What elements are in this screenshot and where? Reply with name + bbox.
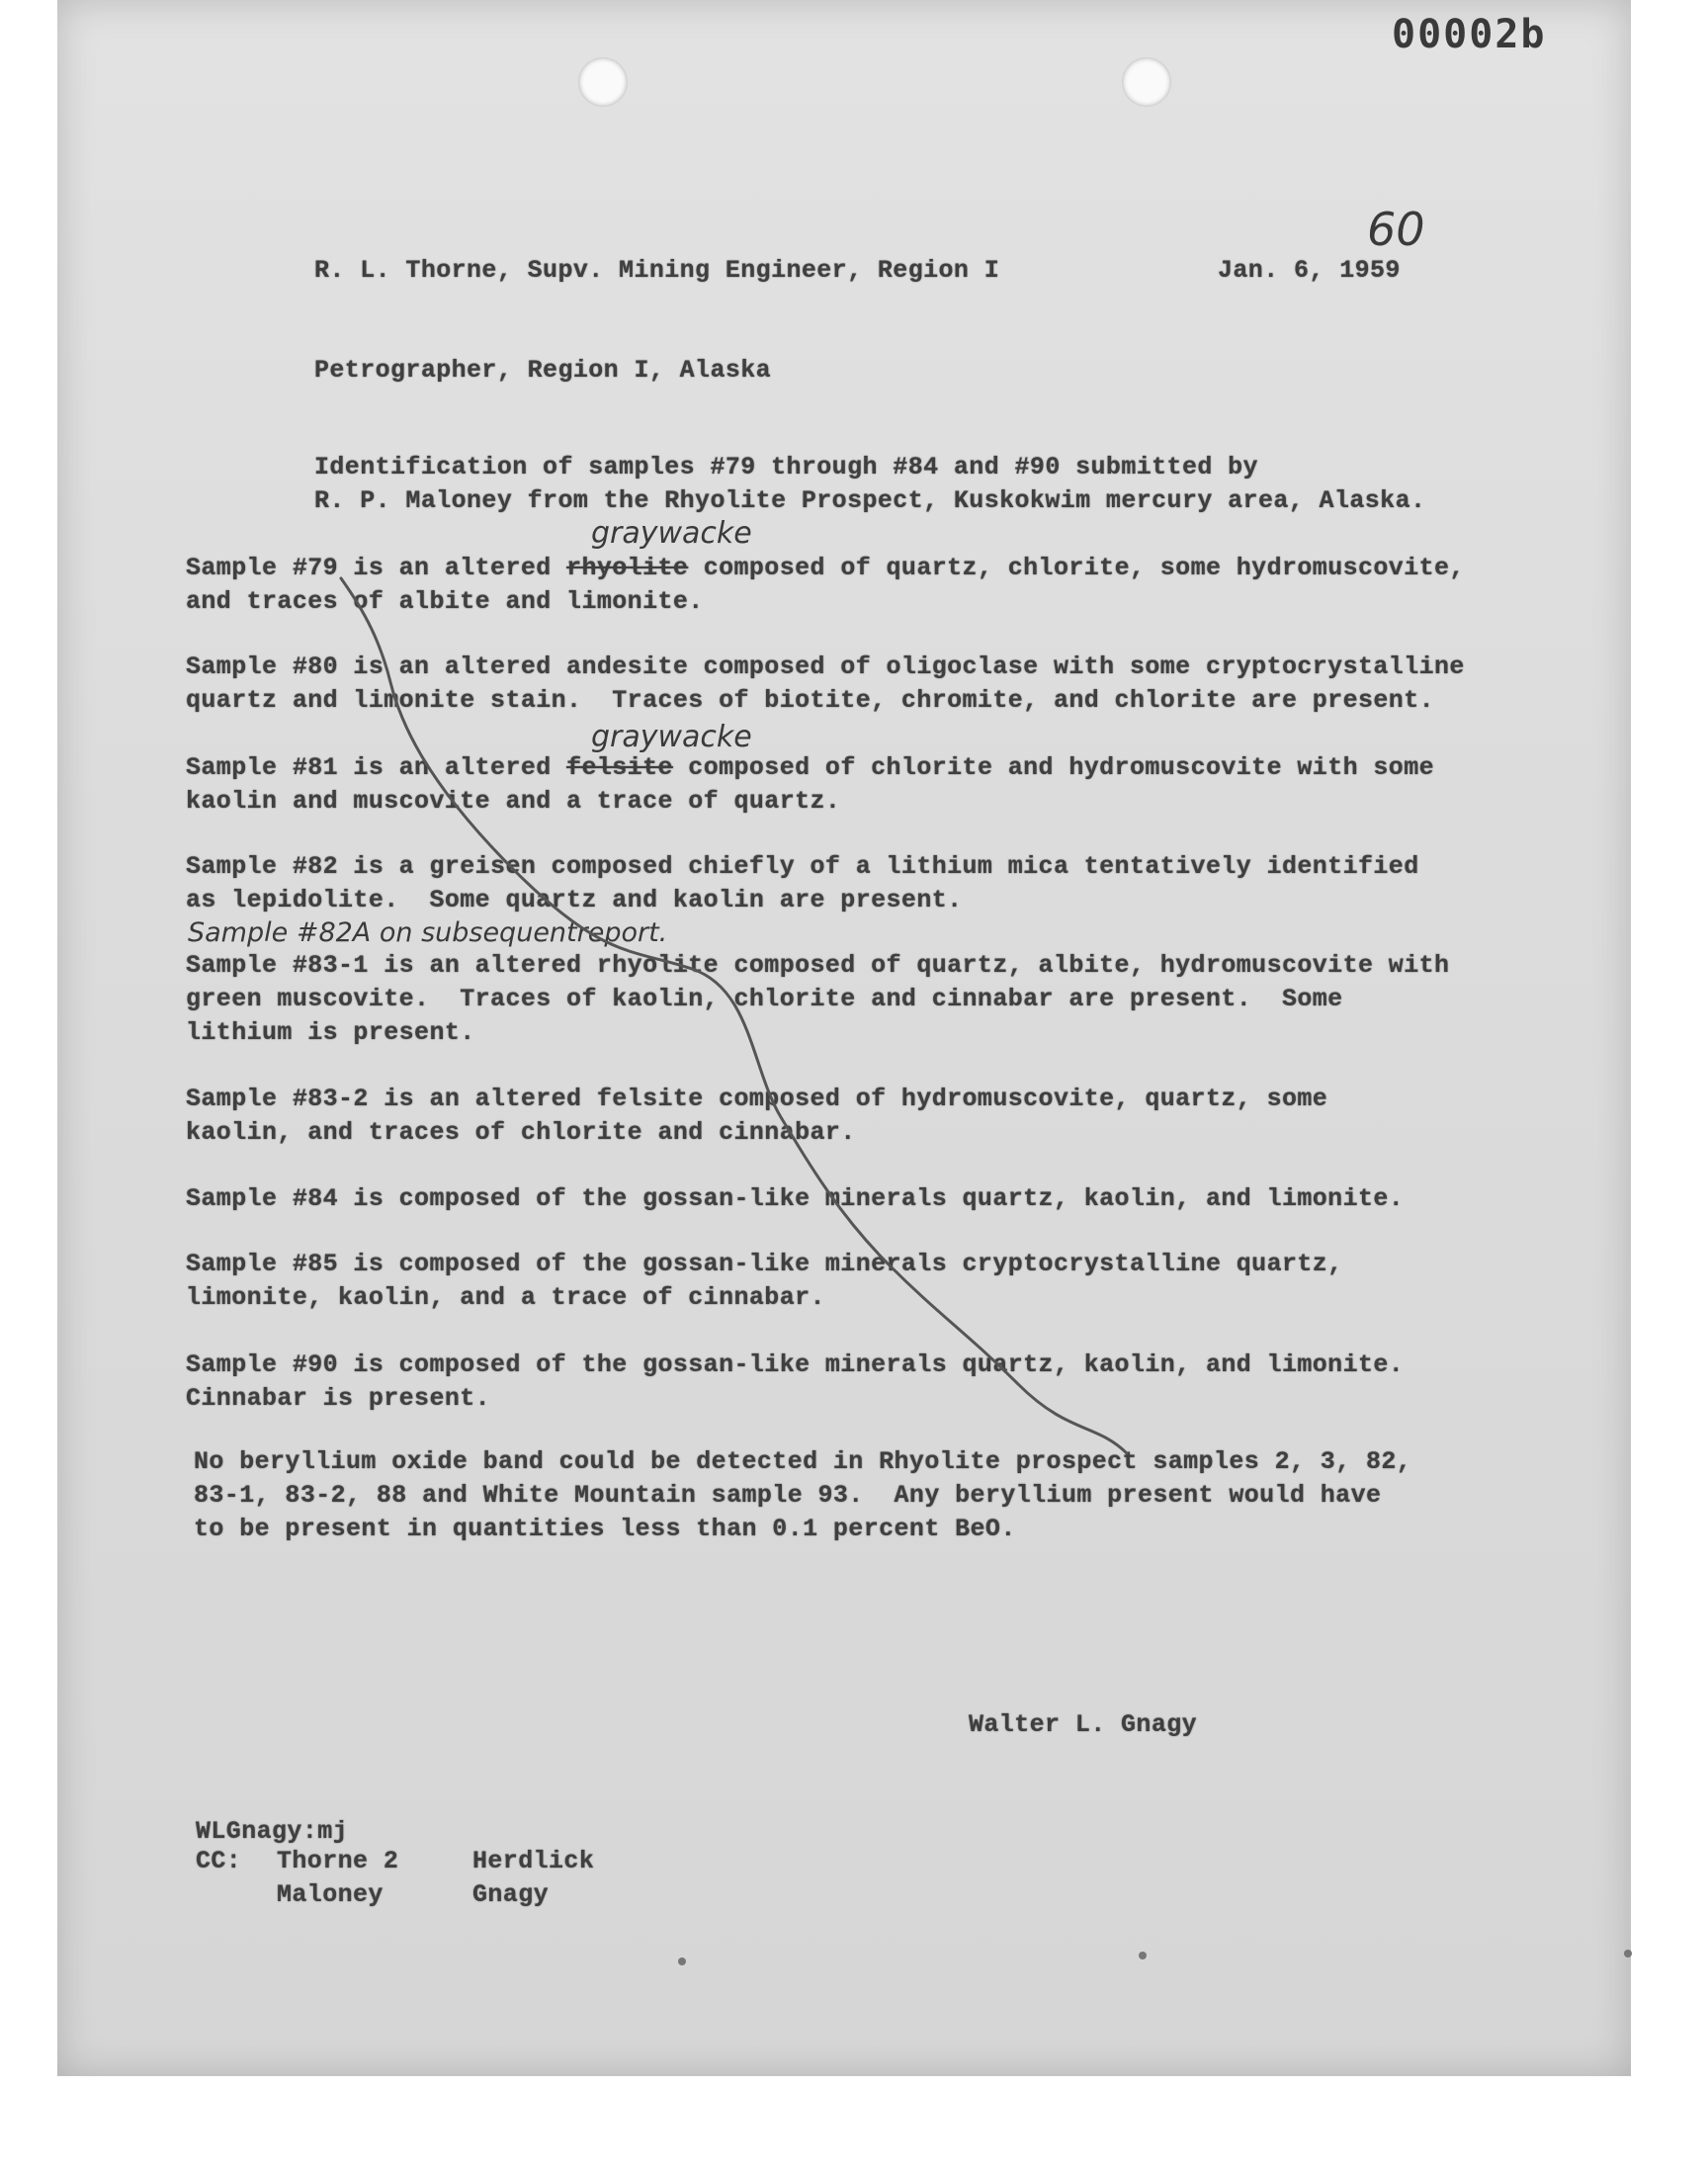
sample-90-line-1: Sample #90 is composed of the gossan-like minerals quartz, kaolin, and limonite. [186,1350,1405,1379]
sample-79-line-2: and traces of albite and limonite. [186,587,704,616]
typist-initials: WLGnagy:mj [196,1817,349,1846]
sample-79-text-a: Sample #79 is an altered [186,554,567,582]
sample-83-2-line-1: Sample #83-2 is an altered felsite composed of hydromuscovite, quartz, some [186,1085,1328,1113]
sample-79-struck-word: rhyolite [566,554,689,582]
subject-line-2: R. P. Maloney from the Rhyolite Prospect, Kuskokwim mercury area, Alaska. [314,486,1426,515]
sample-82-line-2: as lepidolite. Some quartz and kaolin are present. [186,886,963,914]
sample-83-1-line-3: lithium is present. [186,1018,475,1047]
sample-83-1-line-1: Sample #83-1 is an altered rhyolite composed of quartz, albite, hydromuscovite with [186,951,1450,980]
sample-81-line-1 [186,751,1434,785]
sample-90-line-2: Cinnabar is present. [186,1384,491,1413]
sample-81-text-a: Sample #81 is an altered [186,753,567,782]
sample-81-struck-word: felsite [566,753,673,782]
sample-79-text-b: composed of quartz, chlorite, some hydromuscovite, [688,554,1465,582]
document-number: 00002b [1392,12,1547,57]
signature: Walter L. Gnagy [969,1710,1198,1739]
sample-85-line-1: Sample #85 is composed of the gossan-like minerals cryptocrystalline quartz, [186,1250,1343,1278]
sample-85-line-2: limonite, kaolin, and a trace of cinnabar. [186,1283,825,1312]
memo-to: R. L. Thorne, Supv. Mining Engineer, Region I [314,256,1000,285]
sample-80-line-1: Sample #80 is an altered andesite composed of oligoclase with some cryptocrystalline [186,652,1465,681]
annotation-sample-82a: Sample #82A on subsequentreport. [188,917,668,948]
sample-84-line-1: Sample #84 is composed of the gossan-like minerals quartz, kaolin, and limonite. [186,1184,1405,1213]
beryllium-line-3: to be present in quantities less than 0.1 percent BeO. [194,1515,1016,1543]
punch-hole-left [578,57,628,107]
sample-81-line-2: kaolin and muscovite and a trace of quartz. [186,787,841,816]
sample-83-1-line-2: green muscovite. Traces of kaolin, chlorite and cinnabar are present. Some [186,985,1343,1013]
beryllium-line-2: 83-1, 83-2, 88 and White Mountain sample 93. Any beryllium present would have [194,1481,1382,1510]
beryllium-line-1: No beryllium oxide band could be detected in Rhyolite prospect samples 2, 3, 82, [194,1447,1412,1476]
annotation-graywacke-81: graywacke [591,720,752,754]
paper-speck [1139,1952,1147,1959]
annotation-graywacke-79: graywacke [591,516,752,551]
cc-recipient: Herdlick [472,1847,595,1875]
punch-hole-right [1122,57,1171,107]
paper-speck [1624,1950,1632,1958]
sample-82-line-1: Sample #82 is a greisen composed chiefly of a lithium mica tentatively identified [186,852,1419,881]
cc-recipient: Gnagy [472,1880,550,1909]
paper-speck [678,1958,686,1965]
memo-from: Petrographer, Region I, Alaska [314,356,772,385]
cc-recipient: Maloney [277,1880,384,1909]
subject-line-1: Identification of samples #79 through #84 and #90 submitted by [314,453,1258,481]
sample-80-line-2: quartz and limonite stain. Traces of biotite, chromite, and chlorite are present. [186,686,1434,715]
sample-79-line-1 [186,552,1465,585]
cc-label: CC: [196,1847,242,1875]
sample-83-2-line-2: kaolin, and traces of chlorite and cinnabar. [186,1118,856,1147]
memo-date: Jan. 6, 1959 [1218,256,1401,285]
sample-81-text-b: composed of chlorite and hydromuscovite with some [672,753,1435,782]
cc-recipient: Thorne 2 [277,1847,399,1875]
handwritten-page-number: 60 [1367,203,1425,256]
